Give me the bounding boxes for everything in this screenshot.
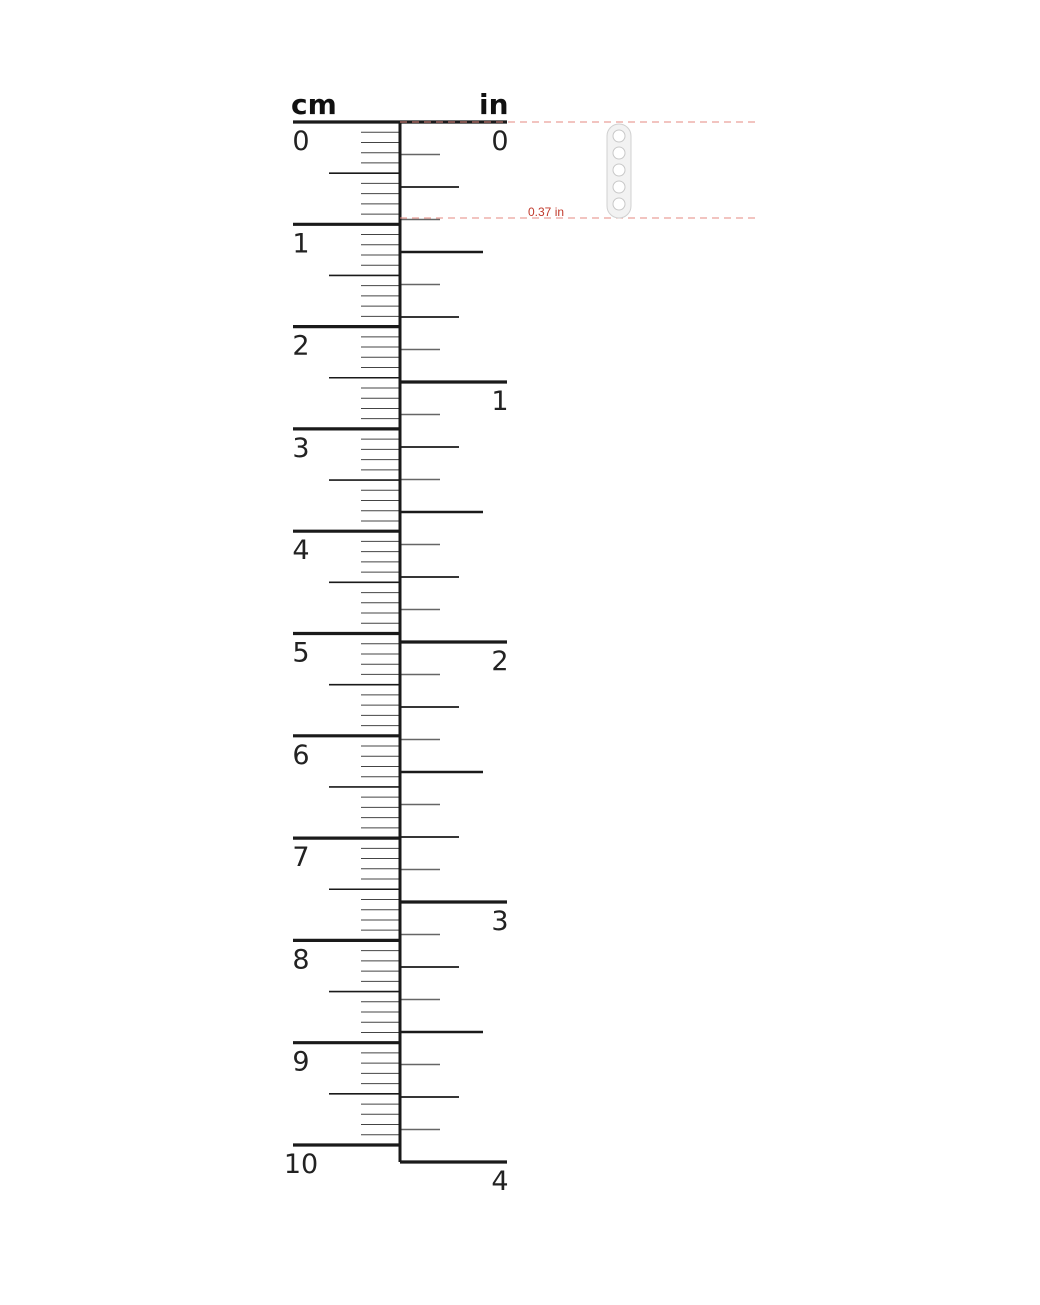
cm-scale: [284, 122, 400, 1180]
measurement-label: 0.37 in: [528, 205, 565, 219]
measurement-guides: [400, 122, 760, 219]
cm-tick-label: 7: [292, 842, 310, 874]
cm-tick-label: 5: [292, 637, 310, 669]
cm-unit-label: cm: [291, 88, 337, 121]
cm-tick-label: 0: [292, 126, 310, 157]
cm-tick-label: 1: [292, 228, 310, 260]
inch-scale: [400, 122, 509, 1197]
inch-tick-label: 4: [491, 1166, 509, 1197]
cm-tick-label: 10: [283, 1149, 319, 1180]
cm-tick-label: 2: [292, 330, 310, 362]
inch-tick-label: 2: [491, 646, 509, 677]
cm-tick-label: 8: [292, 944, 310, 976]
inch-tick-label: 0: [491, 126, 509, 157]
in-unit-label: in: [479, 88, 509, 121]
cm-tick-label: 6: [292, 739, 310, 771]
inch-tick-label: 1: [491, 386, 509, 417]
earring-hoop-icon: [607, 124, 631, 218]
cm-tick-label: 3: [292, 432, 310, 464]
cm-tick-label: 9: [292, 1046, 310, 1078]
inch-tick-label: 3: [491, 906, 509, 937]
cm-tick-label: 4: [292, 535, 310, 567]
